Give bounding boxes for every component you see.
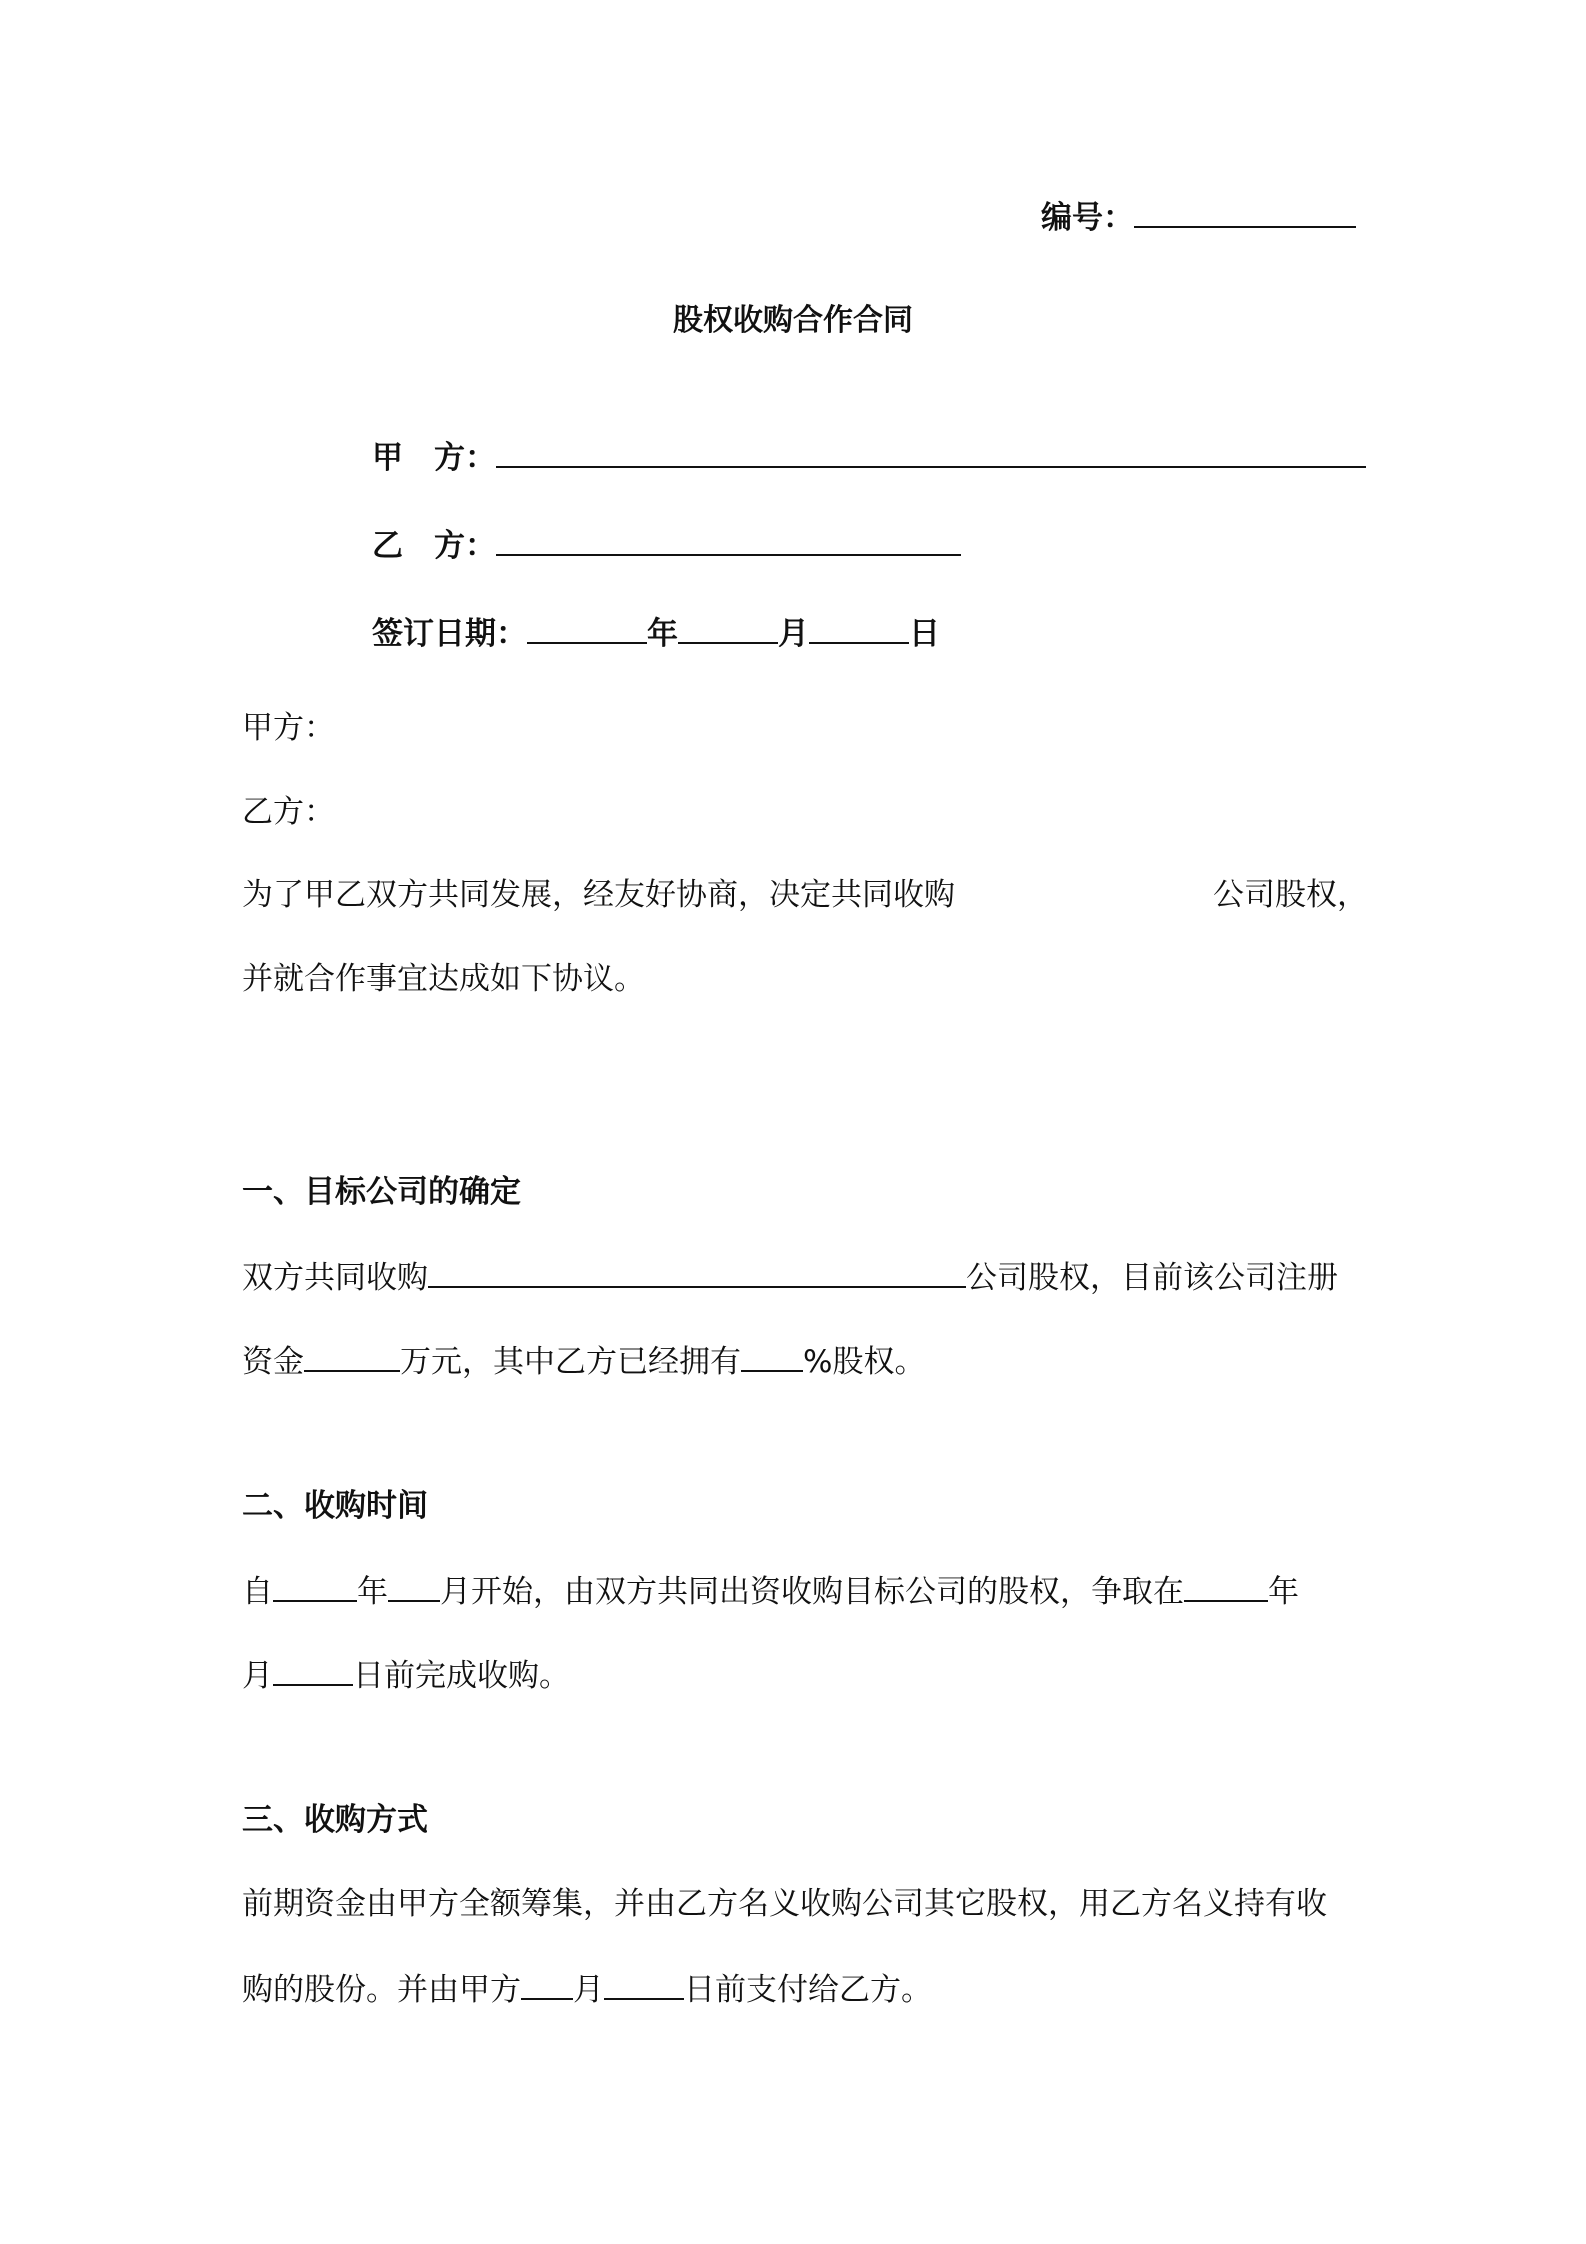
section1-heading: 一、目标公司的确定: [242, 1174, 521, 1210]
s1-text-a: 双方共同收购: [242, 1260, 428, 1296]
cover-party-b: [372, 524, 961, 566]
intro-paragraph-line1: [242, 875, 1368, 915]
intro-party-a: 甲方：: [242, 710, 335, 746]
contract-number-blank[interactable]: [1134, 196, 1356, 228]
s3-text-c: 日前支付给乙方。: [684, 1972, 932, 2008]
sign-date-label: 签订日期：: [372, 616, 527, 652]
s2-end-day-blank[interactable]: [273, 1654, 353, 1686]
s1-percent-blank[interactable]: [741, 1340, 803, 1372]
s1-text-b: 公司股权，目前该公司注册: [966, 1260, 1338, 1296]
cover-sign-date: [372, 612, 940, 654]
section2-heading: 二、收购时间: [242, 1488, 428, 1524]
s1-text-c: 资金: [242, 1344, 304, 1380]
section1-line2: [242, 1340, 925, 1382]
s2-text-c: 月开始，由双方共同出资收购目标公司的股权，争取在: [440, 1574, 1184, 1610]
s1-company-blank[interactable]: [428, 1256, 966, 1288]
sign-day-label: 日: [909, 616, 940, 652]
s1-text-d: 万元，其中乙方已经拥有: [400, 1344, 741, 1380]
cover-party-b-label: 乙 方：: [372, 528, 496, 564]
contract-number: [1041, 196, 1356, 238]
s2-start-year-blank[interactable]: [273, 1570, 357, 1602]
intro-paragraph-line2: 并就合作事宜达成如下协议。: [242, 961, 645, 997]
sign-day-blank[interactable]: [809, 612, 909, 644]
s2-text-e: 月: [242, 1658, 273, 1694]
sign-month-blank[interactable]: [678, 612, 778, 644]
document-title: 股权收购合作合同: [673, 303, 913, 338]
cover-party-b-blank[interactable]: [496, 524, 961, 556]
section3-line2: [242, 1968, 932, 2010]
s2-end-year-blank[interactable]: [1184, 1570, 1268, 1602]
s2-text-b: 年: [357, 1574, 388, 1610]
s3-month-blank[interactable]: [521, 1968, 573, 2000]
section2-line2: [242, 1654, 570, 1696]
s2-text-f: 日前完成收购。: [353, 1658, 570, 1694]
s1-capital-blank[interactable]: [304, 1340, 400, 1372]
s2-text-a: 自: [242, 1574, 273, 1610]
s1-text-e: %股权。: [803, 1344, 926, 1380]
cover-party-a-label: 甲 方：: [372, 440, 496, 476]
cover-party-a: [372, 436, 1366, 478]
sign-year-label: 年: [647, 616, 678, 652]
sign-year-blank[interactable]: [527, 612, 647, 644]
intro-party-b: 乙方：: [242, 794, 335, 830]
s3-text-a: 购的股份。并由甲方: [242, 1972, 521, 2008]
section1-line1: [242, 1256, 1338, 1298]
sign-month-label: 月: [778, 616, 809, 652]
s2-start-month-blank[interactable]: [388, 1570, 440, 1602]
section3-heading: 三、收购方式: [242, 1802, 428, 1838]
s2-text-d: 年: [1268, 1574, 1299, 1610]
intro-text-a: 为了甲乙双方共同发展，经友好协商，决定共同收购: [242, 877, 955, 913]
section2-line1: [242, 1570, 1299, 1612]
s3-day-blank[interactable]: [604, 1968, 684, 2000]
section3-line1: 前期资金由甲方全额筹集，并由乙方名义收购公司其它股权，用乙方名义持有收: [242, 1886, 1327, 1922]
cover-party-a-blank[interactable]: [496, 436, 1366, 468]
contract-number-label: 编号：: [1041, 200, 1134, 236]
s3-text-b: 月: [573, 1972, 604, 2008]
intro-text-b: 公司股权，: [1213, 877, 1368, 913]
